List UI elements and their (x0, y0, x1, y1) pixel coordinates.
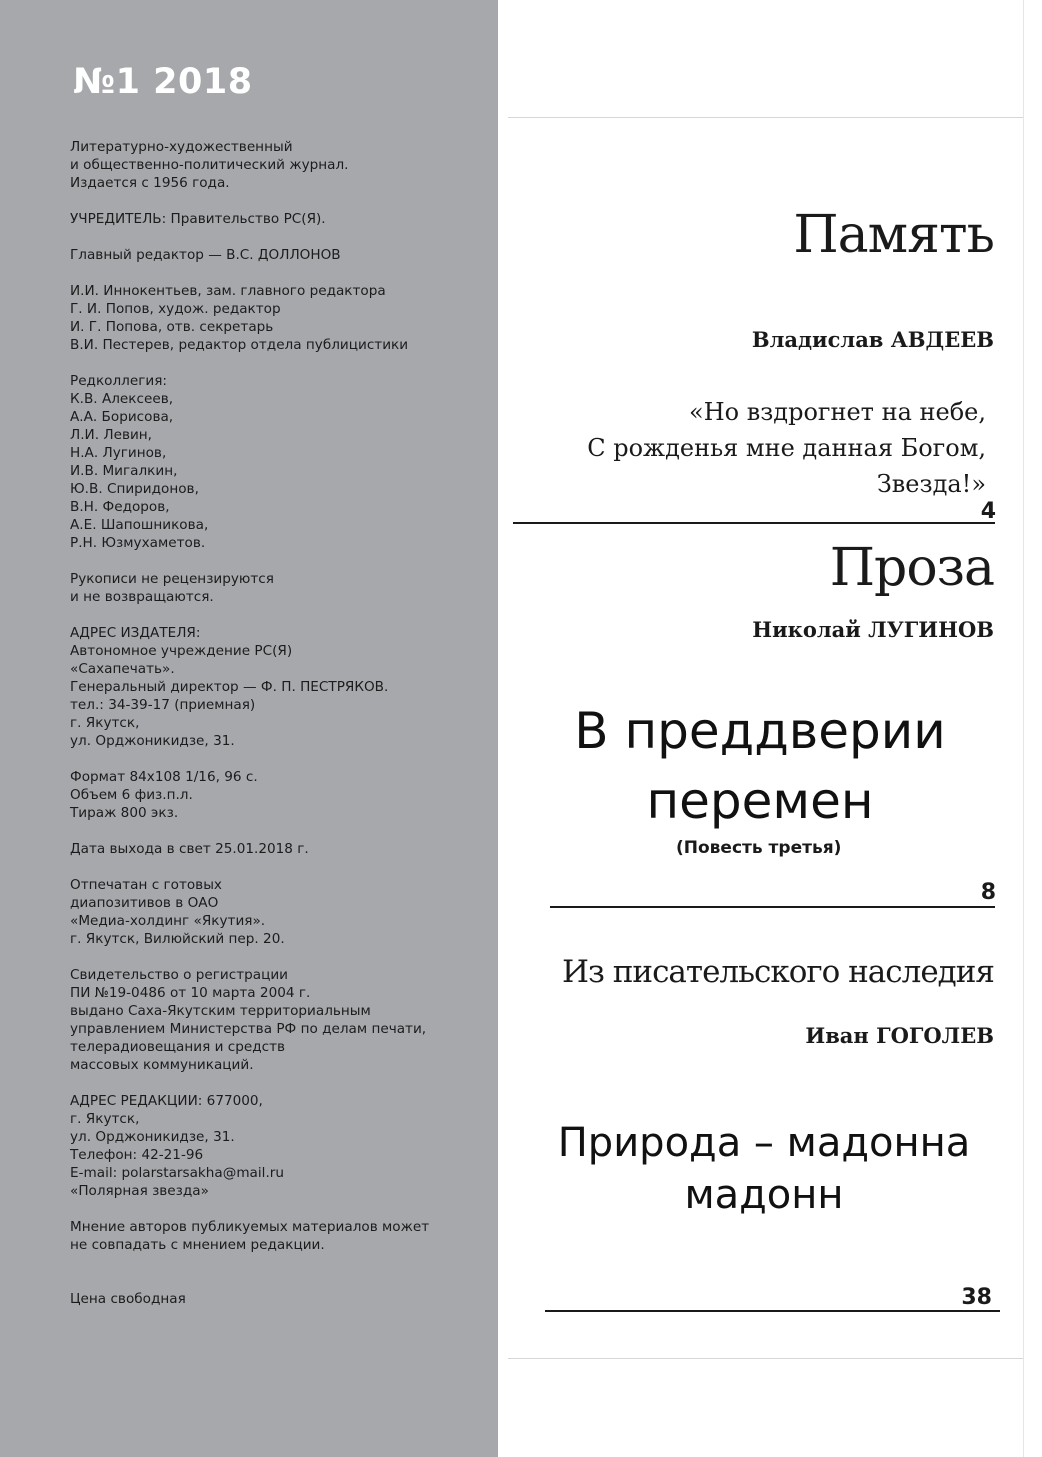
imprint-line: Издается с 1956 года. (70, 175, 230, 191)
imprint-line: «Полярная звезда» (70, 1183, 209, 1199)
manuscripts-block (70, 570, 490, 606)
editors-block (70, 282, 490, 354)
imprint-line: Редколлегия: (70, 373, 167, 389)
imprint-line: Цена свободная (70, 1291, 186, 1307)
work-subtitle: (Повесть третья) (676, 838, 842, 858)
imprint-line: А.А. Борисова, (70, 409, 174, 425)
imprint-line: Р.Н. Юзмухаметов. (70, 535, 206, 551)
imprint-line: В.Н. Федоров, (70, 499, 170, 515)
release-date-block (70, 840, 490, 858)
imprint-line: и не возвращаются. (70, 589, 214, 605)
imprint-line: ул. Орджоникидзе, 31. (70, 733, 235, 749)
work-title-line: Природа – мадонна (557, 1120, 971, 1166)
imprint-line: А.Е. Шапошникова, (70, 517, 209, 533)
toc-rule (545, 1310, 1000, 1312)
masthead-panel (0, 0, 498, 1457)
page-number: 4 (980, 499, 996, 524)
imprint-line: г. Якутск, (70, 1111, 140, 1127)
work-title-line: мадонн (684, 1172, 844, 1218)
toc-rule (513, 522, 995, 524)
epigraph-line: С рожденья мне данная Богом, (587, 434, 986, 462)
page-edge-line (1023, 0, 1024, 1457)
imprint-line: и общественно-политический журнал. (70, 157, 349, 173)
imprint-line: И.В. Мигалкин, (70, 463, 178, 479)
imprint-line: Литературно-художественный (70, 139, 293, 155)
imprint-line: Формат 84x108 1/16, 96 с. (70, 769, 258, 785)
editorial-address-block (70, 1092, 490, 1200)
issue-number: №1 2018 (73, 62, 253, 102)
imprint-line: не совпадать с мнением редакции. (70, 1237, 325, 1253)
imprint-line: «Медиа-холдинг «Якутия». (70, 913, 266, 929)
imprint-line: Н.А. Лугинов, (70, 445, 167, 461)
imprint-line: Объем 6 физ.п.л. (70, 787, 193, 803)
toc-rule (550, 906, 995, 908)
imprint-line: К.В. Алексеев, (70, 391, 174, 407)
imprint-line: Дата выхода в свет 25.01.2018 г. (70, 841, 309, 857)
imprint-line: АДРЕС РЕДАКЦИИ: 677000, (70, 1093, 263, 1109)
imprint-line: массовых коммуникаций. (70, 1057, 254, 1073)
format-block (70, 768, 490, 822)
publisher-address-block (70, 624, 490, 750)
imprint-line: Г. И. Попов, худож. редактор (70, 301, 281, 317)
price-block (70, 1290, 490, 1308)
imprint-line: «Сахапечать». (70, 661, 175, 677)
imprint-line: Генеральный директор — Ф. П. ПЕСТРЯКОВ. (70, 679, 389, 695)
imprint-line: Мнение авторов публикуемых материалов может (70, 1219, 430, 1235)
imprint-line: ул. Орджоникидзе, 31. (70, 1129, 235, 1145)
work-title-gogolev (536, 1117, 992, 1221)
imprint-line: г. Якутск, Вилюйский пер. 20. (70, 931, 285, 947)
imprint-line: управлением Министерства РФ по делам печати, (70, 1021, 427, 1037)
top-divider (508, 117, 1024, 118)
imprint-line: АДРЕС ИЗДАТЕЛЯ: (70, 625, 201, 641)
imprint-line: телерадиовещания и средств (70, 1039, 285, 1055)
imprint-line: Отпечатан с готовых (70, 877, 222, 893)
work-title-line: В преддверии (574, 702, 946, 760)
section-heading-prose: Проза (829, 538, 994, 598)
imprint-line: В.И. Пестерев, редактор отдела публицистики (70, 337, 409, 353)
imprint-line: тел.: 34-39-17 (приемная) (70, 697, 256, 713)
bottom-divider (508, 1358, 1024, 1359)
founder-block (70, 210, 490, 228)
page-number: 38 (961, 1285, 992, 1310)
section-heading-memory: Память (793, 205, 994, 265)
printer-block (70, 876, 490, 948)
registration-block (70, 966, 490, 1074)
chief-editor-block (70, 246, 490, 264)
imprint-line: Главный редактор — В.С. ДОЛЛОНОВ (70, 247, 341, 263)
imprint-line: И. Г. Попова, отв. секретарь (70, 319, 274, 335)
imprint-line: Л.И. Левин, (70, 427, 152, 443)
disclaimer-block (70, 1218, 490, 1254)
author-luginov: Николай ЛУГИНОВ (752, 617, 994, 642)
imprint-line: УЧРЕДИТЕЛЬ: Правительство РС(Я). (70, 211, 326, 227)
imprint (70, 138, 490, 1326)
imprint-line: Телефон: 42-21-96 (70, 1147, 204, 1163)
about-block (70, 138, 490, 192)
page-number: 8 (980, 880, 996, 905)
author-gogolev: Иван ГОГОЛЕВ (805, 1023, 994, 1048)
imprint-line: диапозитивов в ОАО (70, 895, 219, 911)
imprint-line: Свидетельство о регистрации (70, 967, 289, 983)
imprint-line: Тираж 800 экз. (70, 805, 179, 821)
imprint-line: И.И. Иннокентьев, зам. главного редактора (70, 283, 386, 299)
epigraph (587, 394, 986, 502)
imprint-line: выдано Саха-Якутским территориальным (70, 1003, 371, 1019)
editorial-board-block (70, 372, 490, 552)
imprint-line: Ю.В. Спиридонов, (70, 481, 199, 497)
imprint-line: Автономное учреждение РС(Я) (70, 643, 293, 659)
work-title-luginov (540, 696, 980, 836)
imprint-line: г. Якутск, (70, 715, 140, 731)
author-avdeev: Владислав АВДЕЕВ (751, 327, 994, 352)
section-heading-heritage: Из писательского наследия (561, 954, 994, 990)
epigraph-line: Звезда!» (876, 470, 986, 498)
imprint-line: ПИ №19-0486 от 10 марта 2004 г. (70, 985, 311, 1001)
work-title-line: перемен (646, 772, 874, 830)
imprint-line: E-mail: polarstarsakha@mail.ru (70, 1165, 284, 1181)
epigraph-line: «Но вздрогнет на небе, (689, 398, 986, 426)
imprint-line: Рукописи не рецензируются (70, 571, 274, 587)
